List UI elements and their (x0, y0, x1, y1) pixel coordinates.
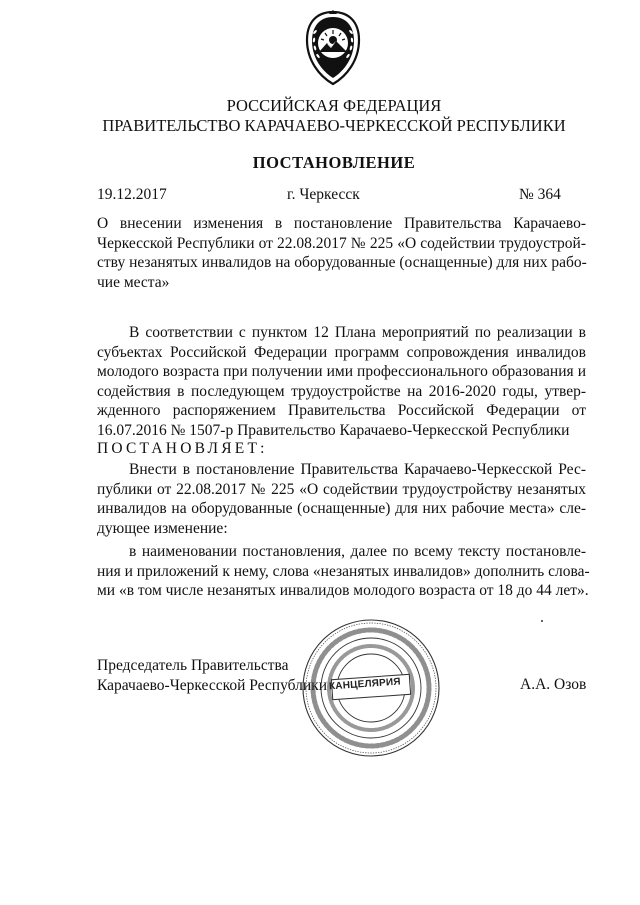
decision-line: дующее изменение: (97, 519, 228, 537)
preamble-line: жденного распоряжением Правительства Российской Федерации от (97, 402, 586, 419)
subject-line: чие места» (97, 273, 170, 291)
amendment-line: ния и приложений к нему, слова «незанятых инвалидов» дополнить слова- (97, 562, 590, 580)
subject-line: Черкесской Республики от 22.08.2017 № 225 «О содействии трудоустрой- (97, 234, 586, 252)
preamble-line: содействия в последующем трудоустройстве на 2016-2020 годы, утвер- (97, 382, 586, 400)
amendment-line: в наименовании постановления, далее по всему тексту постановле- (129, 543, 586, 560)
ink-dot (541, 620, 543, 622)
subject-line: ству незанятых инвалидов на оборудованные (оснащенные) для них рабо- (97, 254, 587, 271)
seal-center-text: КАНЦЕЛЯРИЯ (328, 676, 402, 693)
document-subject (97, 214, 586, 292)
coat-of-arms-icon (303, 10, 363, 86)
document-date: 19.12.2017 (97, 186, 167, 203)
government-heading: ПРАВИТЕЛЬСТВО КАРАЧАЕВО-ЧЕРКЕССКОЙ РЕСПУБЛИКИ (102, 116, 566, 135)
decision-line: Внести в постановление Правительства Карачаево-Черкесской Рес- (129, 461, 586, 478)
document-city: г. Черкесск (287, 186, 360, 203)
signatory-position-line: Карачаево-Черкесской Республики (97, 677, 327, 694)
signatory-position-line: Председатель Правительства (97, 657, 289, 674)
decision-paragraph (97, 460, 586, 538)
decree-word: ПОСТАНОВЛЯЕТ: (97, 440, 268, 457)
amendment-line: ми «в том числе незанятых инвалидов молодого возраста от 18 до 44 лет». (97, 582, 589, 599)
document-type-title: ПОСТАНОВЛЕНИЕ (252, 153, 416, 172)
signatory-position (97, 656, 327, 696)
subject-line: О внесении изменения в постановление Правительства Карачаево- (97, 215, 586, 232)
preamble-paragraph (97, 323, 586, 440)
preamble-line: субъектах Российской Федерации программ сопровождения инвалидов (97, 343, 586, 361)
preamble-line: молодого возраста при получении ими профессионального образования и (97, 363, 586, 380)
decision-line: публики от 22.08.2017 № 225 «О содействии трудоустройству незанятых (97, 480, 586, 498)
preamble-line: 16.07.2016 № 1507-р Правительство Карачаево-Черкесской Республики (97, 421, 570, 439)
preamble-line: В соответствии с пунктом 12 Плана мероприятий по реализации в (129, 324, 586, 341)
country-heading: РОССИЙСКАЯ ФЕДЕРАЦИЯ (226, 96, 442, 115)
document-number: № 364 (519, 186, 561, 203)
signatory-name: А.А. Озов (520, 676, 587, 693)
decision-line: инвалидов на оборудованные (оснащенные) для них рабочие места» сле- (97, 500, 586, 517)
amendment-paragraph (97, 542, 590, 601)
